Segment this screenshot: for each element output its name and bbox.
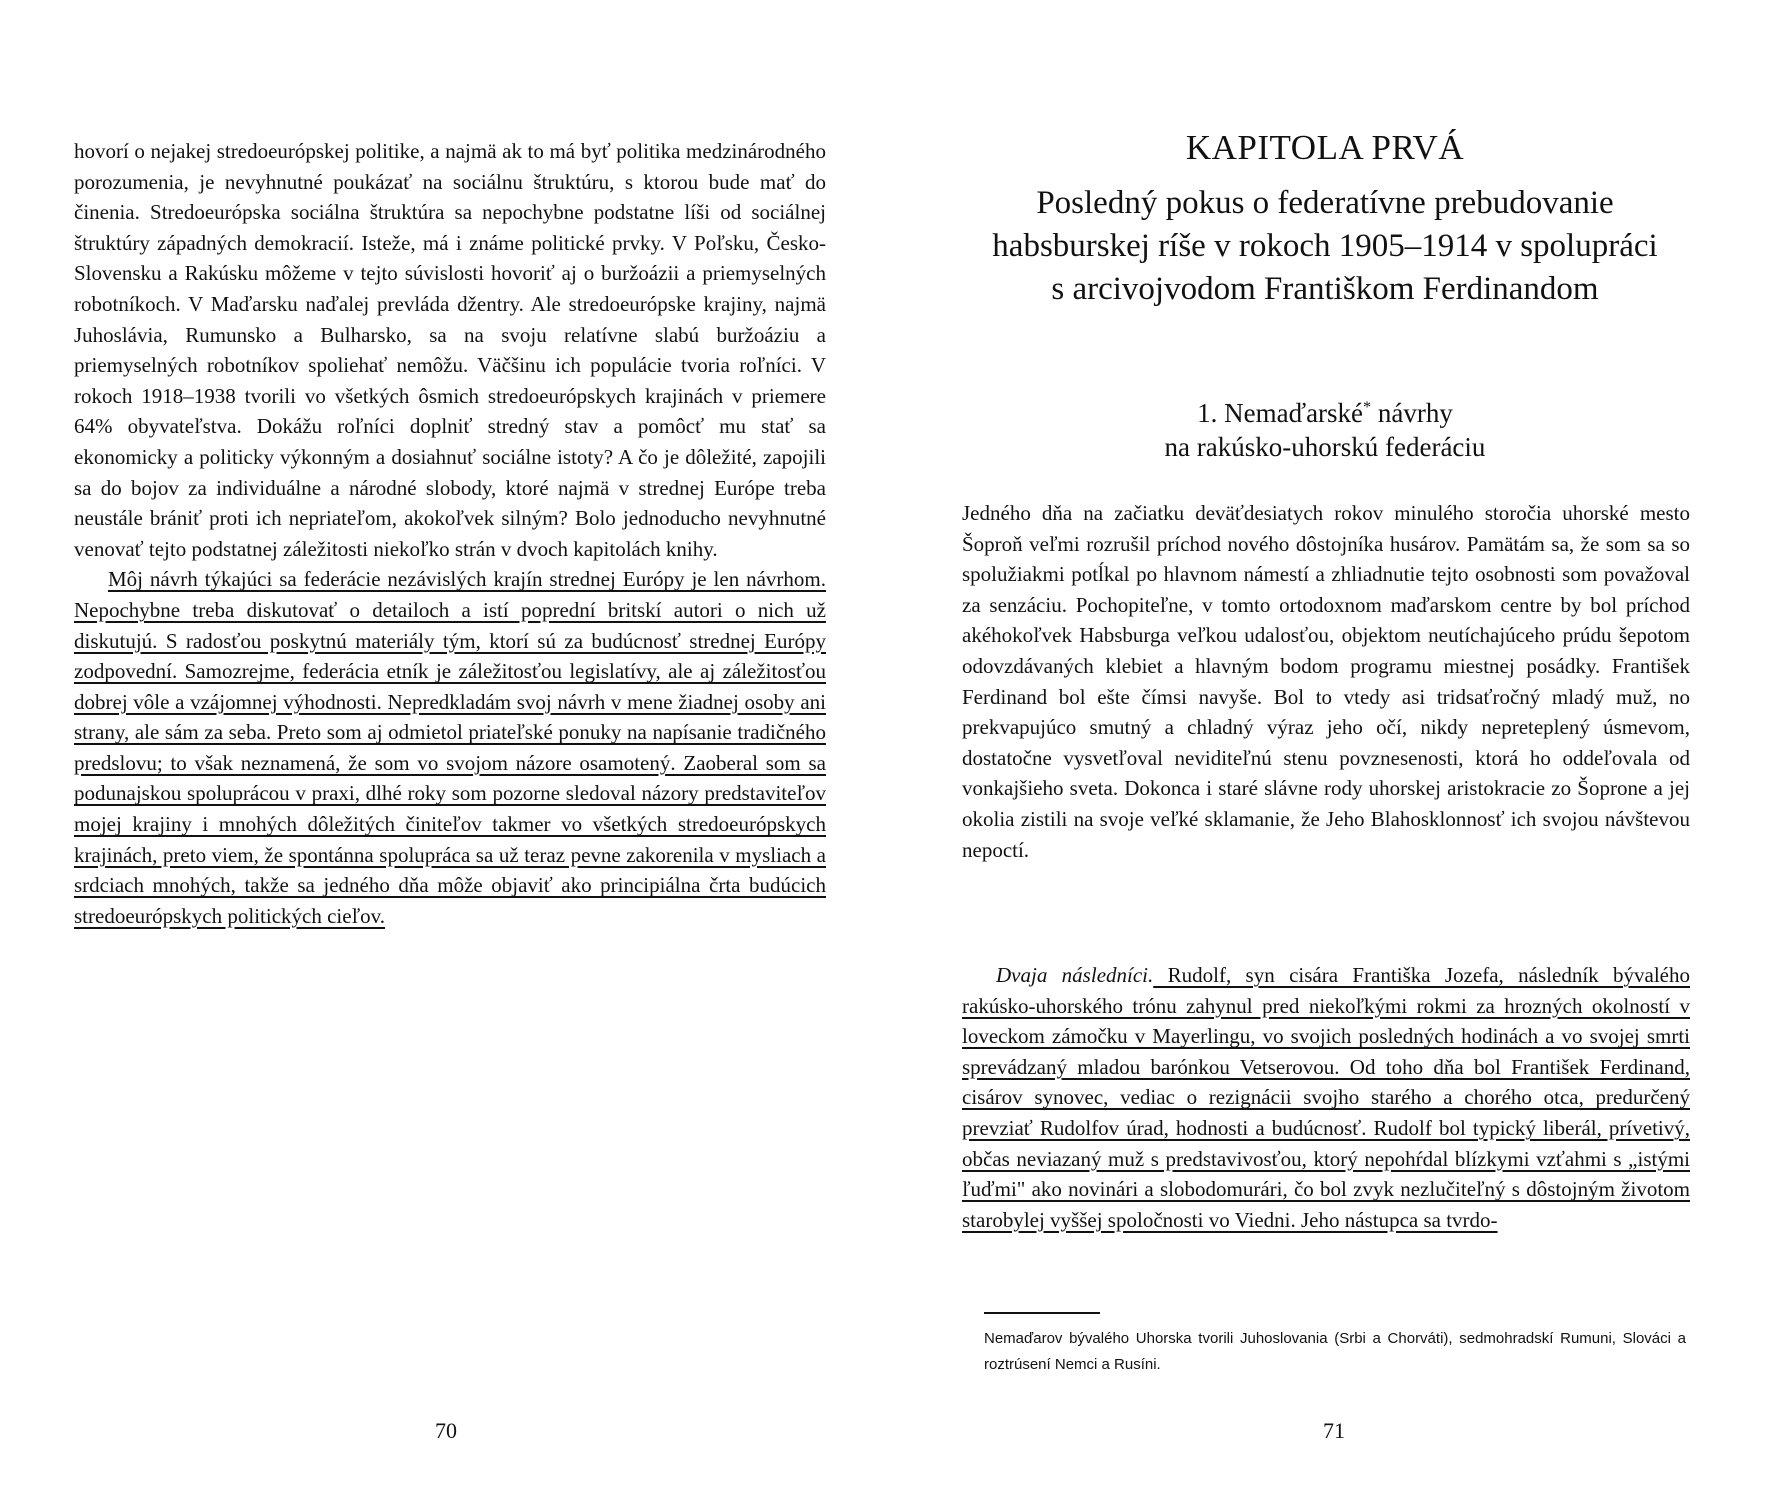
chapter-title [960,182,1690,311]
section-heading-line-1 [960,396,1690,430]
section-heading-text-a: 1. Nemaďarské [1197,398,1364,428]
section-heading-text-b: návrhy [1371,398,1453,428]
left-paragraph-2-annotated: Môj návrh týkajúci sa federácie nezávislých krajín strednej Európy je len návrhom. Nepochybne treba diskutovať o detailoch a istí poprední britskí autori o nich už diskutujú. S radosťou poskytnú materiály tým, ktorí sú za budúcnosť strednej Európy zodpovední. Samozrejme, federácia etník je záležitosťou legislatívy, ale aj záležitosťou dobrej vôle a vzájomnej výhodnosti. Nepredkladám svoj návrh v mene žiadnej osoby ani strany, ale sám za seba. Preto som aj odmietol priateľské ponuky na napísanie tradičného predslovu; to však neznamená, že som vo svojom názore osamotený. Zaoberal som sa podunajskou spoluprácou v praxi, dlhé roky som pozorne sledoval názory predstaviteľov mojej krajiny i mnohých dôležitých činiteľov takmer vo všetkých stredoeurópskych krajinách, preto viem, že spontánna spolupráca sa už teraz pevne zakorenila v mysliach a srdciach mnohých, takže sa jedného dňa môže objaviť ako principiálna črta budúcich stredoeurópskych politických cieľov. [74,567,826,928]
runin-heading: Dvaja následníci. [996,963,1154,987]
right-paragraph-1: Jedného dňa na začiatku deväťdesiatych rokov minulého storočia uhorské mesto Šoproň veľmi rozrušil príchod nového dôstojníka husárov. Pamätám sa, že som sa so spolužiakmi potĺkal po hlavnom námestí a zhliadnutie tejto osobnosti som považoval za senzáciu. Pochopiteľne, v tomto ortodoxnom maďarskom centre by bol príchod akéhokoľvek Habsburga veľkou udalosťou, objektom neutíchajúceho prúdu šepotom odovzdávaných klebiet a hlavným bodom programu miestnej posádky. František Ferdinand bol ešte čímsi navyše. Bol to vtedy asi tridsaťročný mladý muž, no prekvapujúco smutný a chladný výraz jeho očí, nikdy nepreteplený úsmevom, dostatočne vysvetľoval neviditeľnú stenu povznesenosti, ktorá ho oddeľovala od vonkajšieho sveta. Dokonca i staré slávne rody uhorskej aristokracie zo Šoprone a jej okolia zistili na svoje veľké sklamanie, že Jeho Blahosklonnosť ich svojou návštevou nepoctí. [962,501,1690,862]
footnote-marker: * [1363,398,1372,416]
chapter-title-line-1: Posledný pokus o federatívne prebudovanie [1036,185,1614,221]
chapter-title-line-2: habsburskej ríše v rokoch 1905–1914 v spolupráci [992,228,1658,264]
chapter-title-line-3: s arcivojvodom Františkom Ferdinandom [1051,271,1599,307]
footnote: Nemaďarov bývalého Uhorska tvorili Juhoslovania (Srbi a Chorváti), sedmohradskí Rumuni, Slováci a roztrúsení Nemci a Rusíni. [984,1330,1686,1373]
right-paragraph-2-text: Rudolf, syn cisára Františka Jozefa, následník bývalého rakúsko-uhorského trónu zahynul pred niekoľkými rokmi za hrozných okolností v loveckom zámočku v Mayerlingu, vo svojich posledných hodinách a vo svojej smrti sprevádzaný mladou barónkou Vetserovou. Od toho dňa bol František Ferdinand, cisárov synovec, vediac o rezignácii svojho starého a chorého otca, predurčený prevziať Rudolfov úrad, hodnosti a budúcnosť. Rudolf bol typický liberál, prívetivý, občas neviazaný muž s predstavivosťou, ktorý nepohŕdal blízkymi vzťahmi s „istými ľuďmi" ako novinári a slobodomurári, čo bol zvyk nezlučiteľný s dôstojným životom starobylej vyššej spoločnosti vo Viedni. Jeho nástupca sa tvrdo- [962,963,1690,1232]
section-heading [960,396,1690,464]
chapter-label: KAPITOLA PRVÁ [1185,128,1465,167]
section-heading-line-2: na rakúsko-uhorskú federáciu [1164,432,1486,462]
chapter-heading [960,128,1690,311]
page-number-left: 70 [435,1418,457,1443]
page-number-right: 71 [1323,1418,1345,1443]
left-page-body [74,136,826,931]
right-page-body-1 [962,498,1690,865]
right-page-body-2 [962,960,1690,1235]
left-paragraph-1: hovorí o nejakej stredoeurópskej politike, a najmä ak to má byť politika medzinárodného porozumenia, je nevyhnutné poukázať na sociálnu štruktúru, s ktorou bude mať do činenia. Stredoeurópska sociálna štruktúra sa nepochybne podstatne líši od sociálnej štruktúry západných demokracií. Isteže, má i známe politické prvky. V Poľsku, Česko-Slovensku a Rakúsku môžeme v tejto súvislosti hovoriť aj o buržoázii a priemyselných robotníkoch. V Maďarsku naďalej prevláda džentry. Ale stredoeurópske krajiny, najmä Juhoslávia, Rumunsko a Bulharsko, sa na svoju relatívne slabú buržoáziu a priemyselných robotníkov spoliehať nemôžu. Väčšinu ich populácie tvoria roľníci. V rokoch 1918–1938 tvorili vo všetkých ôsmich stredoeurópskych krajinách v priemere 64% obyvateľstva. Dokážu roľníci doplniť stredný stav a pomôcť mu stať sa ekonomicky a politicky výkonným a dosiahnuť sociálne istoty? A čo je dôležité, zapojili sa do bojov za individuálne a národné slobody, ktoré najmä v strednej Európe treba neustále brániť proti ich nepriateľom, akokoľvek silným? Bolo jednoducho nevyhnutné venovať tejto podstatnej záležitosti niekoľko strán v dvoch kapitolách knihy. [74,139,826,561]
right-paragraph-2 [962,960,1690,1235]
footnote-divider [984,1312,1100,1314]
